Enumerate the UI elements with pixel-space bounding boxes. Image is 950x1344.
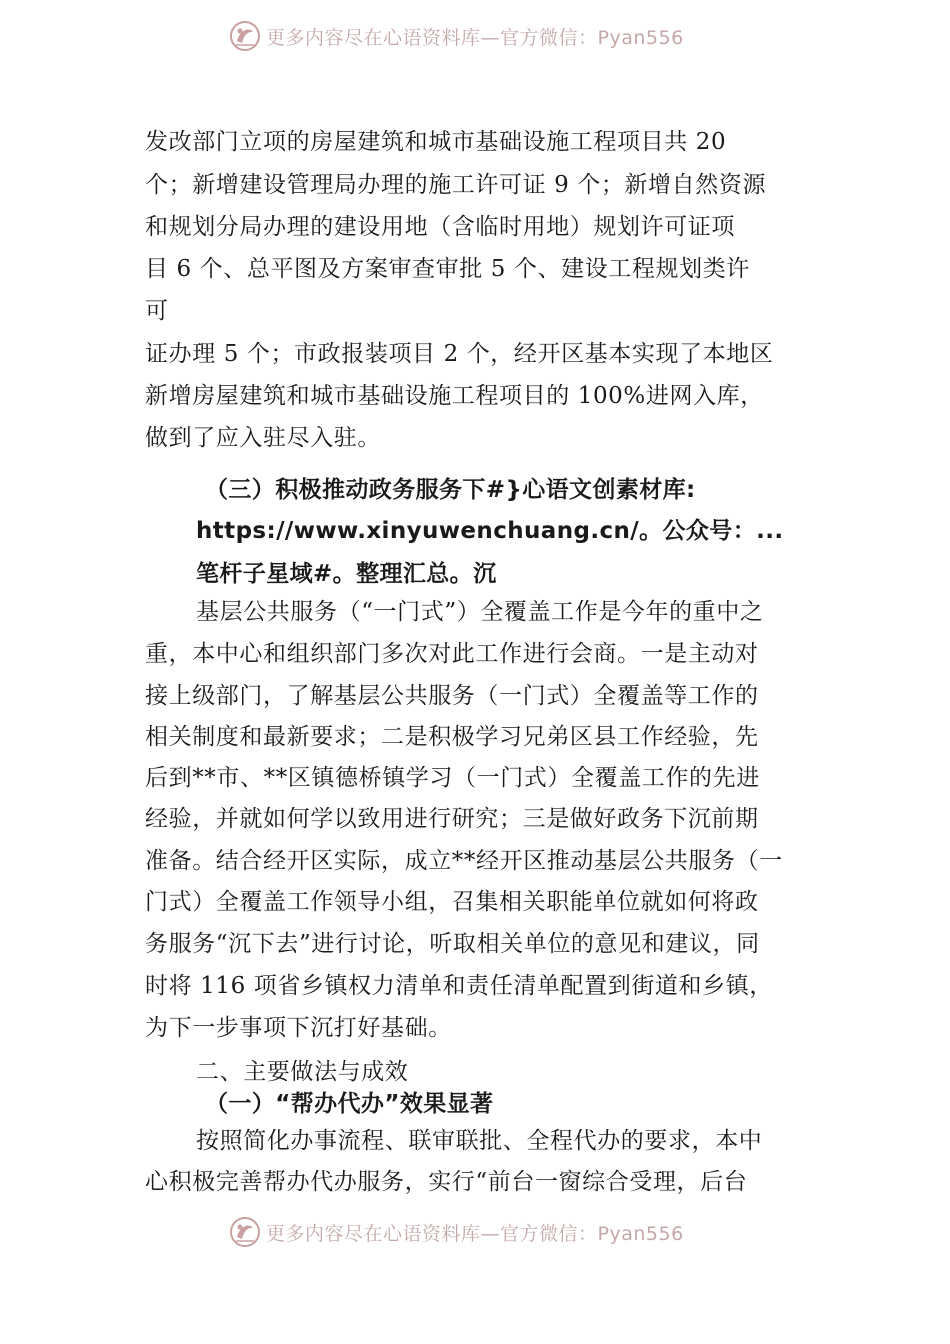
logo-seal-icon (228, 1215, 262, 1249)
body-line: 时将 116 项省乡镇权力清单和责任清单配置到街道和乡镇， (145, 973, 773, 999)
watermark-text: 更多内容尽在心语资料库—官方微信：Pyan556 (266, 1222, 684, 1245)
body-line: 做到了应入驻尽入驻。 (145, 425, 381, 451)
header-watermark (228, 18, 684, 54)
body-line: 相关制度和最新要求；二是积极学习兄弟区县工作经验，先 (145, 724, 759, 750)
body-line: 可 (145, 298, 169, 324)
section-heading-continued: https://www.xinyuwenchuang.cn/。公众号：... (196, 518, 784, 544)
body-line: 后到**市、**区镇德桥镇学习（一门式）全覆盖工作的先进 (145, 765, 760, 791)
body-line: 发改部门立项的房屋建筑和城市基础设施工程项目共 20 (145, 129, 727, 155)
logo-seal-icon (228, 19, 262, 53)
footer-watermark (228, 1214, 684, 1250)
body-line: 准备。结合经开区实际，成立**经开区推动基层公共服务（一 (145, 848, 783, 874)
body-line: 务服务“沉下去”进行讨论，听取相关单位的意见和建议，同 (145, 931, 760, 957)
body-line: 基层公共服务（“一门式”）全覆盖工作是今年的重中之 (196, 599, 764, 625)
body-line: 心积极完善帮办代办服务，实行“前台一窗综合受理，后台 (145, 1169, 748, 1195)
body-line: 和规划分局办理的建设用地（含临时用地）规划许可证项 (145, 214, 735, 240)
body-line: 个；新增建设管理局办理的施工许可证 9 个；新增自然资源 (145, 172, 767, 198)
section-heading-continued: 笔杆子星域#。整理汇总。沉 (196, 561, 497, 587)
body-line: 重，本中心和组织部门多次对此工作进行会商。一是主动对 (145, 641, 759, 667)
section-title: 二、主要做法与成效 (196, 1059, 409, 1085)
body-line: 按照简化办事流程、联审联批、全程代办的要求，本中 (196, 1128, 763, 1154)
body-line: 目 6 个、总平图及方案审查审批 5 个、建设工程规划类许 (145, 256, 750, 282)
body-line: 为下一步事项下沉打好基础。 (145, 1015, 452, 1041)
section-heading: （三）积极推动政务服务下#}心语文创素材库: (205, 477, 696, 503)
watermark-text: 更多内容尽在心语资料库—官方微信：Pyan556 (266, 26, 684, 49)
body-line: 新增房屋建筑和城市基础设施工程项目的 100%进网入库， (145, 383, 764, 409)
body-line: 证办理 5 个；市政报装项目 2 个，经开区基本实现了本地区 (145, 341, 774, 367)
body-line: 经验，并就如何学以致用进行研究；三是做好政务下沉前期 (145, 806, 759, 832)
subsection-heading: （一）“帮办代办”效果显著 (205, 1091, 494, 1117)
body-line: 门式）全覆盖工作领导小组，召集相关职能单位就如何将政 (145, 889, 759, 915)
body-line: 接上级部门，了解基层公共服务（一门式）全覆盖等工作的 (145, 683, 759, 709)
